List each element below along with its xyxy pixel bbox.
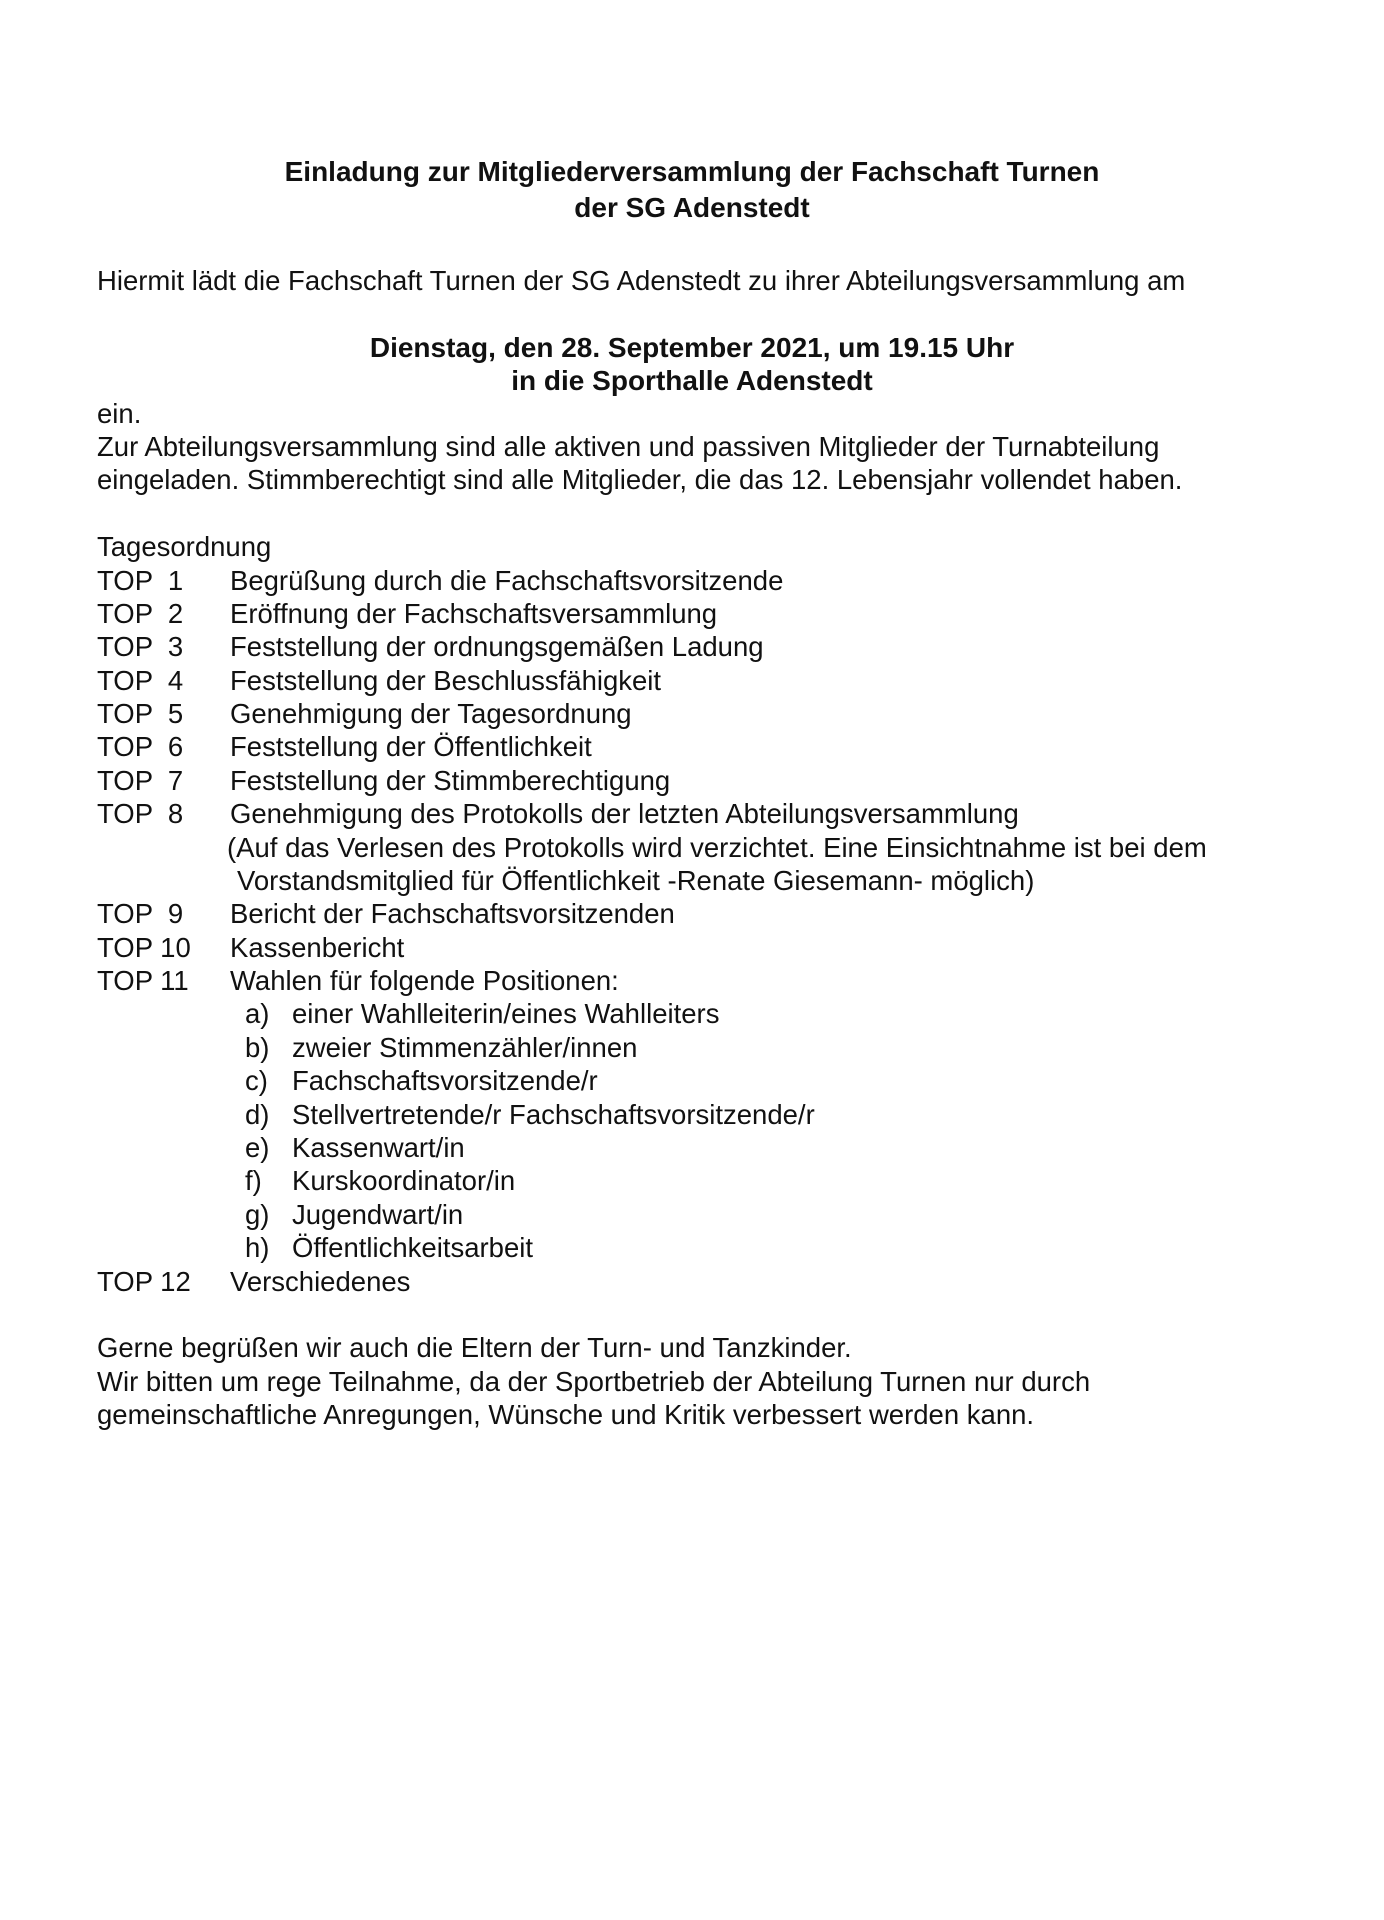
position-text: Öffentlichkeitsarbeit xyxy=(292,1232,534,1263)
intro-paragraph-line: Hiermit lädt die Fachschaft Turnen der SG Adenstedt zu ihrer Abteilungsversammlung am xyxy=(97,265,1186,296)
agenda-item-label: TOP 11 xyxy=(97,965,189,996)
agenda-item-text: Begrüßung durch die Fachschaftsvorsitzende xyxy=(230,565,784,596)
position-text: zweier Stimmenzähler/innen xyxy=(292,1032,638,1063)
meeting-place: in die Sporthalle Adenstedt xyxy=(511,365,873,396)
intro-paragraph-line: ein. xyxy=(97,398,142,429)
intro-paragraph-line: Zur Abteilungsversammlung sind alle aktiven und passiven Mitglieder der Turnabteilung xyxy=(97,431,1160,462)
position-text: Stellvertretende/r Fachschaftsvorsitzende/r xyxy=(292,1099,815,1130)
agenda-item-note: Vorstandsmitglied für Öffentlichkeit -Renate Giesemann- möglich) xyxy=(237,865,1035,896)
document-title: Einladung zur Mitgliederversammlung der Fachschaft Turnen xyxy=(284,156,1100,187)
agenda-heading: Tagesordnung xyxy=(97,531,272,562)
closing-paragraph-line: Gerne begrüßen wir auch die Eltern der Turn- und Tanzkinder. xyxy=(97,1332,852,1363)
agenda-item-label: TOP 2 xyxy=(97,598,184,629)
agenda-item-label: TOP 3 xyxy=(97,631,184,662)
agenda-item-text: Genehmigung der Tagesordnung xyxy=(230,698,632,729)
position-text: Jugendwart/in xyxy=(292,1199,464,1230)
agenda-item-label: TOP 1 xyxy=(97,565,184,596)
agenda-item-label: TOP 12 xyxy=(97,1266,191,1297)
position-letter: f) xyxy=(245,1165,262,1196)
closing-paragraph-line: gemeinschaftliche Anregungen, Wünsche und Kritik verbessert werden kann. xyxy=(97,1399,1035,1430)
agenda-item-label: TOP 6 xyxy=(97,731,184,762)
agenda-item-label: TOP 7 xyxy=(97,765,184,796)
agenda-item-label: TOP 8 xyxy=(97,798,184,829)
agenda-item-text: Feststellung der Öffentlichkeit xyxy=(230,731,592,762)
position-letter: b) xyxy=(245,1032,270,1063)
agenda-item-text: Verschiedenes xyxy=(230,1266,411,1297)
position-text: Kurskoordinator/in xyxy=(292,1165,516,1196)
agenda-item-text: Kassenbericht xyxy=(230,932,405,963)
agenda-item-text: Wahlen für folgende Positionen: xyxy=(230,965,619,996)
agenda-item-text: Feststellung der Stimmberechtigung xyxy=(230,765,671,796)
agenda-item-text: Genehmigung des Protokolls der letzten Abteilungsversammlung xyxy=(230,798,1019,829)
position-text: Kassenwart/in xyxy=(292,1132,465,1163)
position-letter: g) xyxy=(245,1199,270,1230)
agenda-item-note: (Auf das Verlesen des Protokolls wird verzichtet. Eine Einsichtnahme ist bei dem xyxy=(227,832,1207,863)
meeting-date: Dienstag, den 28. September 2021, um 19.15 Uhr xyxy=(369,332,1015,363)
position-letter: a) xyxy=(245,998,270,1029)
agenda-item-label: TOP 10 xyxy=(97,932,191,963)
agenda-item-label: TOP 5 xyxy=(97,698,184,729)
position-letter: d) xyxy=(245,1099,270,1130)
agenda-item-label: TOP 4 xyxy=(97,665,184,696)
agenda-item-label: TOP 9 xyxy=(97,898,184,929)
position-letter: c) xyxy=(245,1065,268,1096)
intro-paragraph-line: eingeladen. Stimmberechtigt sind alle Mitglieder, die das 12. Lebensjahr vollendet haben. xyxy=(97,464,1183,495)
closing-paragraph-line: Wir bitten um rege Teilnahme, da der Sportbetrieb der Abteilung Turnen nur durch xyxy=(97,1366,1091,1397)
position-letter: e) xyxy=(245,1132,270,1163)
document-subtitle: der SG Adenstedt xyxy=(574,192,810,223)
agenda-item-text: Feststellung der Beschlussfähigkeit xyxy=(230,665,662,696)
position-text: Fachschaftsvorsitzende/r xyxy=(292,1065,598,1096)
agenda-item-text: Feststellung der ordnungsgemäßen Ladung xyxy=(230,631,764,662)
position-text: einer Wahlleiterin/eines Wahlleiters xyxy=(292,998,720,1029)
agenda-item-text: Eröffnung der Fachschaftsversammlung xyxy=(230,598,718,629)
agenda-item-text: Bericht der Fachschaftsvorsitzenden xyxy=(230,898,675,929)
position-letter: h) xyxy=(245,1232,270,1263)
